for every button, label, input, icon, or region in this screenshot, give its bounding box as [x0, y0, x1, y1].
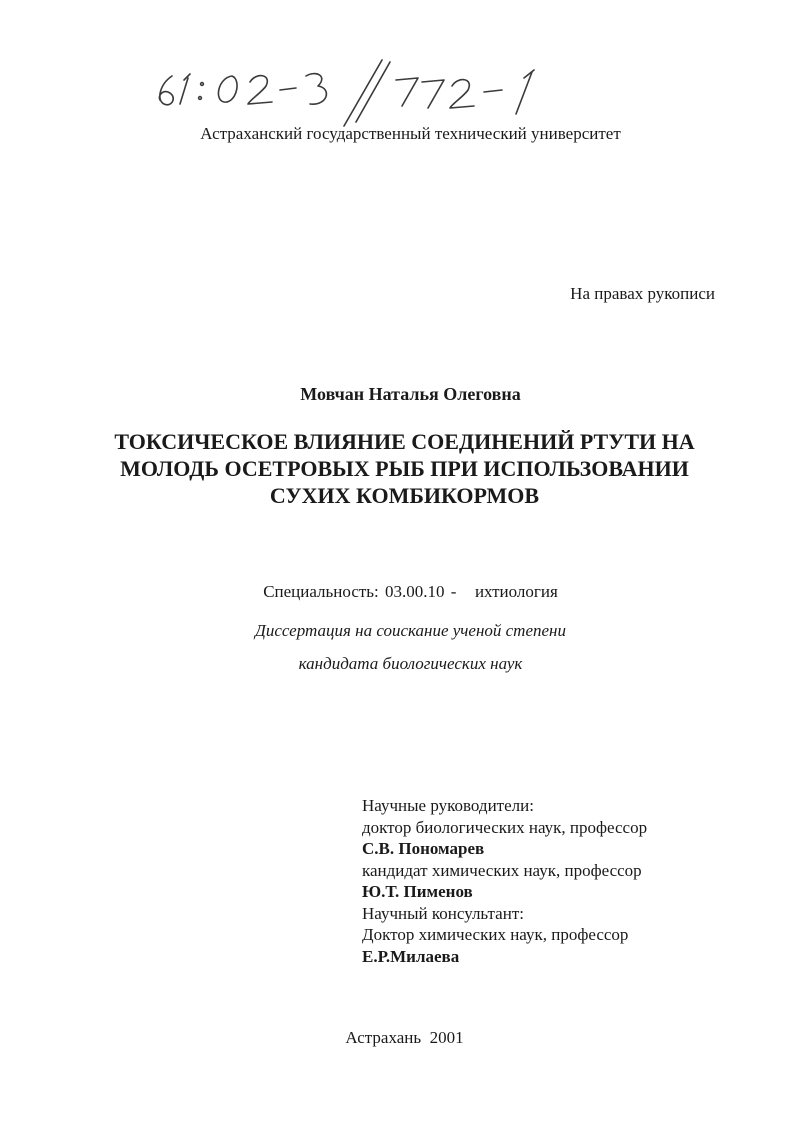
author-name: Мовчан Наталья Олеговна: [300, 384, 521, 404]
degree-line-1: Диссертация на соискание ученой степени: [255, 621, 566, 640]
specialty-line: [0, 582, 793, 602]
consultant-name: Е.Р.Милаева: [362, 946, 460, 966]
handwritten-archive-number: [150, 58, 570, 128]
supervisors-block: [362, 795, 647, 967]
manuscript-rights-note: На правах рукописи: [570, 284, 715, 303]
title-line-2: МОЛОДЬ ОСЕТРОВЫХ РЫБ ПРИ ИСПОЛЬЗОВАНИИ: [120, 456, 689, 481]
specialty-dash: -: [450, 582, 457, 601]
specialty-code: 03.00.10: [385, 582, 445, 601]
supervisor-2-degree: кандидат химических наук, профессор: [362, 860, 642, 880]
title-line-1: ТОКСИЧЕСКОЕ ВЛИЯНИЕ СОЕДИНЕНИЙ РТУТИ НА: [114, 429, 695, 454]
specialty-name: ихтиология: [474, 582, 558, 601]
degree-line-2: кандидата биологических наук: [298, 654, 523, 673]
specialty-label: Специальность:: [263, 582, 379, 601]
title-line-3: СУХИХ КОМБИКОРМОВ: [269, 483, 540, 508]
degree-statement: [0, 614, 793, 680]
handwritten-archive-number-drawing: [150, 58, 570, 128]
consultant-degree: Доктор химических наук, профессор: [362, 925, 629, 944]
supervisor-2-name: Ю.Т. Пименов: [362, 882, 473, 901]
supervisor-1-degree: доктор биологических наук, профессор: [362, 817, 648, 837]
university-name: Астраханский государственный технический университет: [200, 124, 621, 143]
dissertation-title: [0, 428, 793, 509]
consultant-heading: Научный консультант:: [362, 903, 524, 923]
supervisor-1-name: С.В. Пономарев: [362, 839, 485, 858]
city-and-year: Астрахань 2001: [345, 1028, 464, 1047]
supervisors-heading: Научные руководители:: [362, 796, 534, 815]
